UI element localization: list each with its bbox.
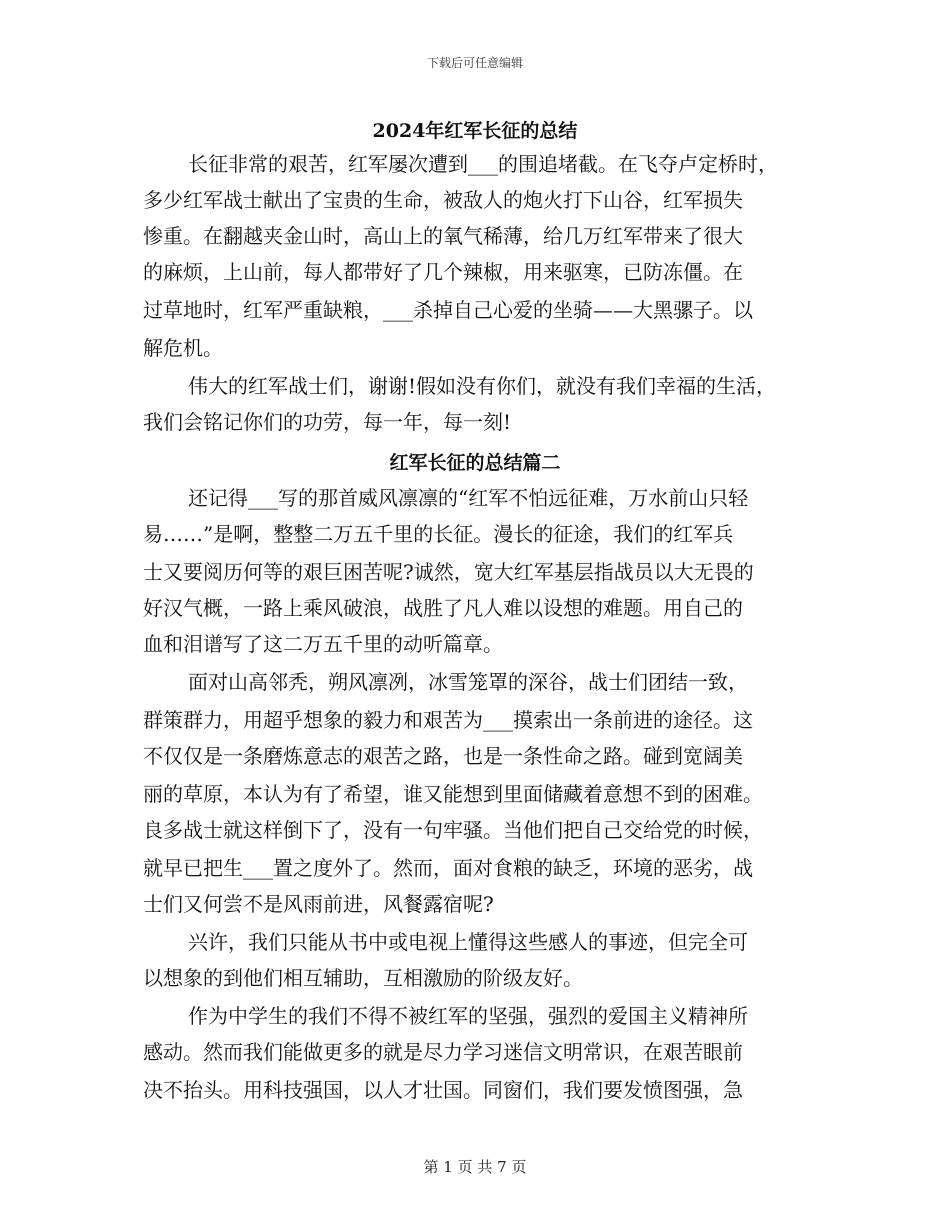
- text-line: 以想象的到他们相互辅助，互相激励的阶级友好。: [143, 966, 583, 990]
- page-header-note: 下载后可任意编辑: [426, 56, 523, 70]
- text-line: 就早已把生___置之度外了。然而，面对食粮的缺乏，环境的恶劣，战: [143, 856, 753, 880]
- text-line: 丽的草原，本认为有了希望，谁又能想到里面储藏着意想不到的困难。: [143, 782, 763, 806]
- text-line: 长征非常的艰苦，红军屡次遭到___的围追堵截。在飞夺卢定桥时，: [188, 152, 778, 176]
- text-line: 多少红军战士献出了宝贵的生命，被敌人的炮火打下山谷，红军损失: [143, 188, 743, 212]
- text-line: 不仅仅是一条磨炼意志的艰苦之路，也是一条性命之路。碰到宽阔美: [143, 744, 743, 768]
- text-line: 血和泪谱写了这二万五千里的动听篇章。: [143, 632, 503, 656]
- text-line: 面对山高邻秃，朔风凛冽，冰雪笼罩的深谷，战士们团结一致，: [188, 670, 748, 694]
- text-line: 士们又何尝不是风雨前进，风餐露宿呢?: [143, 892, 494, 916]
- text-line: 良多战士就这样倒下了，没有一句牢骚。当他们把自己交给党的时候，: [143, 818, 763, 842]
- text-line: 解危机。: [143, 336, 223, 360]
- text-line: 惨重。在翻越夹金山时，高山上的氧气稀薄，给几万红军带来了很大: [143, 224, 743, 248]
- text-line: 还记得___写的那首威风凛凛的“红军不怕远征难，万水前山只轻: [188, 486, 749, 510]
- text-line: 感动。然而我们能做更多的就是尽力学习迷信文明常识，在艰苦眼前: [143, 1040, 743, 1064]
- text-line: 兴许，我们只能从书中或电视上懂得这些感人的事迹，但完全可: [188, 930, 748, 954]
- text-line: 好汉气概，一路上乘风破浪，战胜了凡人难以设想的难题。用自己的: [143, 596, 743, 620]
- text-line: 过草地时，红军严重缺粮，___杀掉自己心爱的坐骑——大黑骡子。以: [143, 298, 753, 322]
- text-line: 作为中学生的我们不得不被红军的坚强，强烈的爱国主义精神所: [188, 1004, 748, 1028]
- text-line: 群策群力，用超乎想象的毅力和艰苦为___摸索出一条前进的途径。这: [143, 708, 753, 732]
- text-line: 决不抬头。用科技强国，以人才壮国。同窗们，我们要发愤图强，急: [143, 1078, 743, 1102]
- text-line: 伟大的红军战士们，谢谢!假如没有你们，就没有我们幸福的生活，: [188, 374, 777, 398]
- text-line: 士又要阅历何等的艰巨困苦呢?诚然，宽大红军基层指战员以大无畏的: [143, 560, 754, 584]
- text-line: 易……”是啊，整整二万五千里的长征。漫长的征途，我们的红军兵: [143, 522, 734, 546]
- text-line: 的麻烦，上山前，每人都带好了几个辣椒，用来驱寒，已防冻僵。在: [143, 260, 743, 284]
- document-title: 2024年红军长征的总结: [372, 120, 578, 142]
- text-line: 我们会铭记你们的功劳，每一年，每一刻!: [143, 410, 512, 434]
- section-title: 红军长征的总结篇二: [389, 452, 561, 474]
- page-number: 第 1 页 共 7 页: [423, 1158, 527, 1176]
